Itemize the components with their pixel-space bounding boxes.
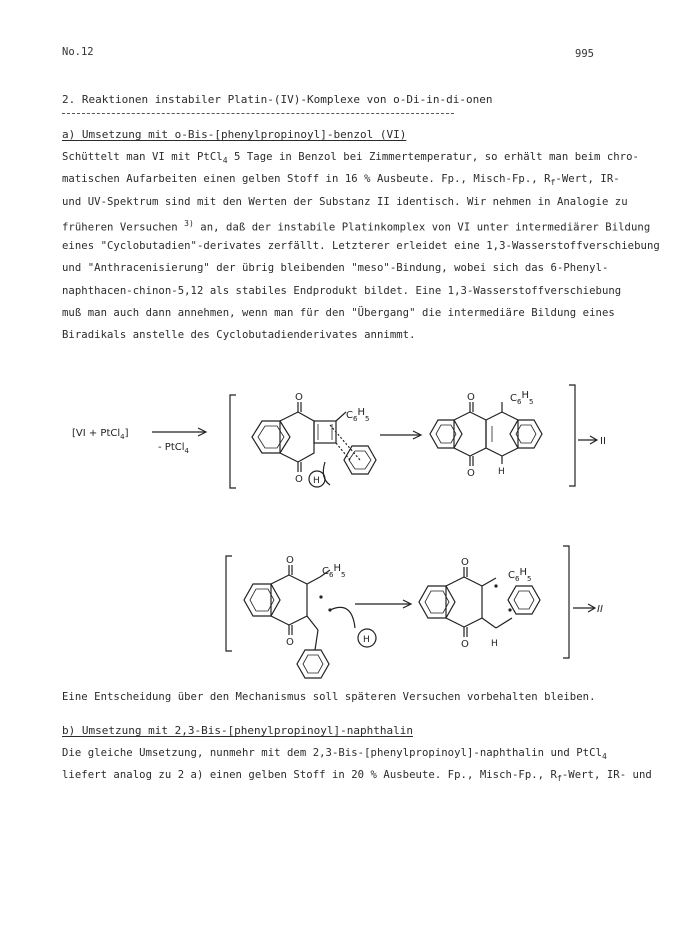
phenyl-substituent-1: $C_6H_5$ — [346, 407, 370, 423]
bracket-right-2 — [563, 546, 569, 658]
oxygen-label-8: O — [461, 639, 469, 650]
benzo-ring-1c — [510, 420, 542, 448]
oxygen-label-4: O — [467, 468, 475, 479]
para1-l1b: 5 Tage in Benzol bei Zimmertemperatur, so erhält man beim chro- — [227, 151, 639, 163]
bracket-left-2 — [226, 556, 232, 651]
para1-l2a: matischen Aufarbeiten einen gelben Stoff in 16 % Ausbeute. Fp., Misch-Fp., R — [62, 173, 551, 186]
paragraph-2 — [62, 686, 617, 708]
para1-line-8: muß man auch dann annehmen, wenn man für den "Übergang" die intermediäre Bildung eines — [62, 307, 615, 320]
phenyl-ring-2b — [508, 586, 540, 614]
oxygen-label-3: O — [467, 392, 475, 403]
para3-line-1 — [62, 742, 617, 764]
phenyl-bond-1 — [336, 412, 346, 421]
phenyl-substituent-4: $C_6H_5$ — [508, 567, 532, 583]
paragraph-3 — [62, 742, 652, 787]
hydrogen-label-4: H — [491, 639, 498, 649]
phenyl-bond-2 — [307, 577, 320, 584]
cyclobutadiene-ring — [314, 421, 336, 443]
para1-l2-sub: f — [550, 178, 556, 188]
subsection-a-title-text: a) Umsetzung mit o-Bis-[phenylpropinoyl]-benzol (VI) — [62, 128, 407, 141]
subsection-b-title — [62, 724, 413, 737]
para1-l4b: an, daß der instabile Platinkomplex von VI unter intermediärer Bildung — [193, 221, 651, 234]
para1-l4a: früheren Versuchen — [62, 221, 185, 234]
product-label-2: II — [597, 604, 603, 615]
para1-line-6: und "Anthracenisierung" der übrig bleibenden "meso"-Bindung, wobei sich das 6-Phenyl- — [62, 262, 609, 275]
para1-line-5: eines "Cyclobutadien"-derivates zerfällt. Letzterer erleidet eine 1,3-Wasserstoffverschiebung — [62, 240, 660, 253]
oxygen-label-1: O — [295, 392, 303, 403]
oxygen-label-2: O — [295, 474, 303, 485]
quinone-ring-2b — [446, 577, 482, 627]
reactant-label: [VI + PtCl$_4$] — [72, 428, 129, 441]
oxygen-label-5: O — [286, 555, 294, 566]
bracket-left-1 — [230, 395, 236, 488]
para3-line-2 — [62, 764, 652, 786]
page-number: 995 — [575, 48, 594, 60]
phenyl-ring-2a — [297, 650, 329, 678]
para1-line-3: und UV-Spektrum sind mit den Werten der Substanz II identisch. Wir nehmen in Analogie zu — [62, 195, 628, 208]
benzo-ring-1b — [430, 420, 462, 448]
quinone-ring-2a — [271, 575, 307, 625]
para3-l2-sub: f — [556, 774, 562, 784]
quinone-ring-1a — [280, 412, 314, 462]
para1-line-9: Biradikals anstelle des Cyclobutadienderivates annimmt. — [62, 329, 416, 342]
quinone-ring-1b — [454, 412, 486, 456]
phenyl-substituent-2: $C_6H_5$ — [510, 390, 534, 406]
para3-l1a: Die gleiche Umsetzung, nunmehr mit dem 2,3-Bis-[phenylpropinoyl]-naphthalin und PtCl — [62, 747, 602, 759]
reagent-label: - PtCl$_4$ — [158, 442, 189, 455]
oxygen-label-6: O — [286, 637, 294, 648]
section-title: 2. Reaktionen instabiler Platin-(IV)-Komplexe von o-Di-in-di-onen — [62, 93, 493, 106]
subsection-b-title-text: b) Umsetzung mit 2,3-Bis-[phenylpropinoyl]-naphthalin — [62, 724, 413, 737]
oxygen-label-7: O — [461, 557, 469, 568]
h-shift-arrow-2 — [330, 607, 355, 628]
para1-l2b: -Wert, IR- — [555, 173, 620, 186]
para3-l2b: -Wert, IR- und — [561, 769, 652, 782]
page-label: No.12 — [62, 46, 94, 58]
para3-l2a: liefert analog zu 2 a) einen gelben Stoff in 20 % Ausbeute. Fp., Misch-Fp., R — [62, 769, 557, 782]
para2-line-1: Eine Entscheidung über den Mechanismus soll späteren Versuchen vorbehalten bleiben. — [62, 691, 596, 703]
para1-l1-sub: 4 — [222, 156, 228, 166]
para3-l1-sub: 4 — [601, 752, 607, 762]
para1-l4-sup: 3) — [184, 218, 194, 228]
phenyl-substituent-3: $C_6H_5$ — [322, 563, 346, 579]
hydrogen-label-2: H — [498, 467, 505, 477]
product-label-1: II — [600, 436, 606, 447]
para1-l1a: Schüttelt man VI mit PtCl — [62, 151, 223, 163]
bracket-right-1 — [569, 385, 575, 486]
middle-ring-1b — [486, 412, 518, 456]
hydrogen-label-3: H — [363, 635, 370, 645]
hydrogen-label-1: H — [313, 476, 320, 486]
para1-line-7: naphthacen-chinon-5,12 als stabiles Endprodukt bildet. Eine 1,3-Wasserstoffverschiebung — [62, 284, 622, 297]
